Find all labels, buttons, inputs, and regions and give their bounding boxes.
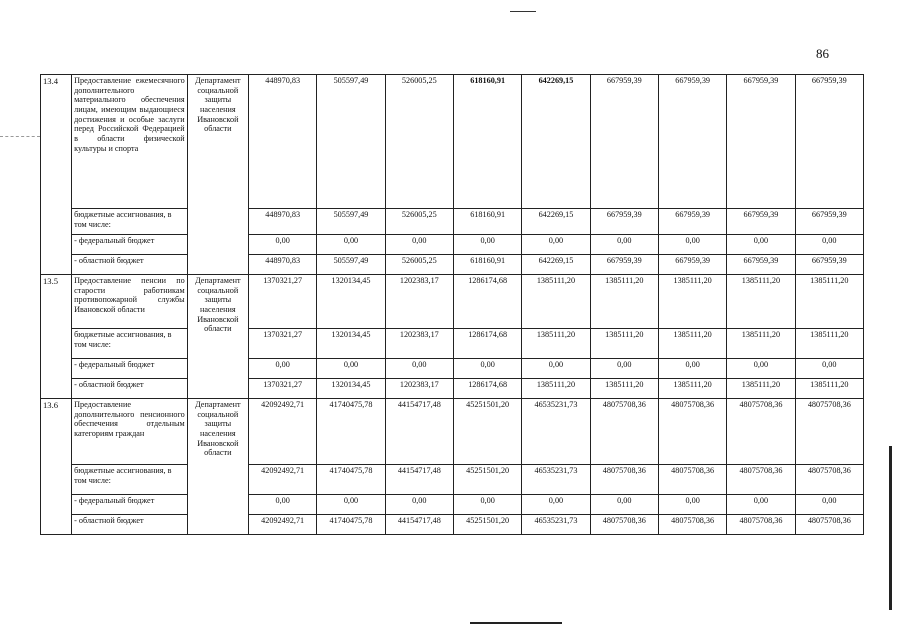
- table-row: [41, 515, 864, 535]
- table-row: [41, 465, 864, 495]
- table-row: [41, 379, 864, 399]
- regional-value-cell: 41740475,78: [317, 515, 385, 535]
- regional-value-cell: 1320134,45: [317, 379, 385, 399]
- federal-value-cell: 0,00: [590, 359, 658, 379]
- budget-value-cell: 1320134,45: [317, 329, 385, 359]
- total-value-cell: 667959,39: [795, 75, 863, 209]
- budget-value-cell: 1385111,20: [795, 329, 863, 359]
- budget-value-cell: 1385111,20: [727, 329, 795, 359]
- scan-artifact-right: [889, 446, 892, 610]
- budget-value-cell: 1385111,20: [522, 329, 590, 359]
- regional-label: - областной бюджет: [72, 379, 188, 399]
- table-row: [41, 495, 864, 515]
- regional-value-cell: 448970,83: [248, 255, 316, 275]
- total-value-cell: 1385111,20: [795, 275, 863, 329]
- total-value-cell: 667959,39: [658, 75, 726, 209]
- budget-value-cell: 45251501,20: [453, 465, 521, 495]
- total-value-cell: 41740475,78: [317, 399, 385, 465]
- total-value-cell: 1320134,45: [317, 275, 385, 329]
- federal-value-cell: 0,00: [248, 235, 316, 255]
- budget-label: бюджетные ассигнования, в том числе:: [72, 465, 188, 495]
- regional-value-cell: 618160,91: [453, 255, 521, 275]
- table-row: [41, 275, 864, 329]
- row-number: 13.4: [41, 75, 72, 275]
- regional-value-cell: 48075708,36: [658, 515, 726, 535]
- total-value-cell: 48075708,36: [795, 399, 863, 465]
- total-value-cell: 667959,39: [727, 75, 795, 209]
- regional-value-cell: 48075708,36: [727, 515, 795, 535]
- total-value-cell: 667959,39: [590, 75, 658, 209]
- table-row: [41, 235, 864, 255]
- regional-value-cell: 48075708,36: [795, 515, 863, 535]
- regional-value-cell: 44154717,48: [385, 515, 453, 535]
- federal-value-cell: 0,00: [658, 235, 726, 255]
- federal-value-cell: 0,00: [795, 235, 863, 255]
- total-value-cell: 42092492,71: [248, 399, 316, 465]
- scan-artifact-top: [510, 11, 536, 12]
- budget-value-cell: 44154717,48: [385, 465, 453, 495]
- federal-value-cell: 0,00: [248, 495, 316, 515]
- budget-value-cell: 48075708,36: [590, 465, 658, 495]
- total-value-cell: 1370321,27: [248, 275, 316, 329]
- federal-value-cell: 0,00: [317, 235, 385, 255]
- total-value-cell: 45251501,20: [453, 399, 521, 465]
- regional-value-cell: 1385111,20: [590, 379, 658, 399]
- table-row: [41, 209, 864, 235]
- regional-value-cell: 642269,15: [522, 255, 590, 275]
- total-value-cell: 618160,91: [453, 75, 521, 209]
- budget-table: [40, 74, 864, 535]
- event-name: Предоставление дополнительного пенсионного обеспечения отдельным категориям граждан: [72, 399, 188, 465]
- row-number: 13.5: [41, 275, 72, 399]
- budget-value-cell: 667959,39: [795, 209, 863, 235]
- regional-value-cell: 1385111,20: [658, 379, 726, 399]
- total-value-cell: 505597,49: [317, 75, 385, 209]
- federal-value-cell: 0,00: [590, 235, 658, 255]
- regional-value-cell: 1385111,20: [795, 379, 863, 399]
- federal-value-cell: 0,00: [385, 359, 453, 379]
- total-value-cell: 1385111,20: [522, 275, 590, 329]
- regional-value-cell: 1370321,27: [248, 379, 316, 399]
- federal-label: - федеральный бюджет: [72, 495, 188, 515]
- executor: Департамент социальной защиты населения Ивановской области: [187, 75, 248, 275]
- regional-value-cell: 667959,39: [658, 255, 726, 275]
- regional-value-cell: 667959,39: [795, 255, 863, 275]
- total-value-cell: 642269,15: [522, 75, 590, 209]
- total-value-cell: 48075708,36: [727, 399, 795, 465]
- budget-value-cell: 1385111,20: [658, 329, 726, 359]
- federal-label: - федеральный бюджет: [72, 359, 188, 379]
- table-row: [41, 75, 864, 209]
- table-row: [41, 359, 864, 379]
- budget-value-cell: 46535231,73: [522, 465, 590, 495]
- table-row: [41, 329, 864, 359]
- regional-value-cell: 1385111,20: [727, 379, 795, 399]
- federal-value-cell: 0,00: [795, 359, 863, 379]
- regional-value-cell: 1385111,20: [522, 379, 590, 399]
- federal-value-cell: 0,00: [795, 495, 863, 515]
- regional-value-cell: 1202383,17: [385, 379, 453, 399]
- scan-artifact-left: [0, 136, 40, 137]
- budget-value-cell: 1370321,27: [248, 329, 316, 359]
- total-value-cell: 48075708,36: [658, 399, 726, 465]
- budget-value-cell: 42092492,71: [248, 465, 316, 495]
- federal-value-cell: 0,00: [522, 235, 590, 255]
- regional-value-cell: 1286174,68: [453, 379, 521, 399]
- table-row: [41, 255, 864, 275]
- budget-value-cell: 667959,39: [590, 209, 658, 235]
- regional-value-cell: 42092492,71: [248, 515, 316, 535]
- federal-value-cell: 0,00: [658, 495, 726, 515]
- budget-value-cell: 48075708,36: [658, 465, 726, 495]
- row-number: 13.6: [41, 399, 72, 535]
- total-value-cell: 1202383,17: [385, 275, 453, 329]
- total-value-cell: 1385111,20: [727, 275, 795, 329]
- total-value-cell: 526005,25: [385, 75, 453, 209]
- executor: Департамент социальной защиты населения Ивановской области: [187, 399, 248, 535]
- regional-label: - областной бюджет: [72, 515, 188, 535]
- regional-value-cell: 46535231,73: [522, 515, 590, 535]
- federal-value-cell: 0,00: [522, 359, 590, 379]
- budget-value-cell: 48075708,36: [795, 465, 863, 495]
- total-value-cell: 44154717,48: [385, 399, 453, 465]
- total-value-cell: 1385111,20: [590, 275, 658, 329]
- federal-value-cell: 0,00: [590, 495, 658, 515]
- regional-value-cell: 667959,39: [727, 255, 795, 275]
- federal-value-cell: 0,00: [317, 359, 385, 379]
- page-number: 86: [816, 46, 829, 61]
- regional-value-cell: 526005,25: [385, 255, 453, 275]
- event-name: Предоставление пенсии по старости работникам противопожарной службы Ивановской области: [72, 275, 188, 329]
- regional-value-cell: 667959,39: [590, 255, 658, 275]
- regional-value-cell: 505597,49: [317, 255, 385, 275]
- scan-artifact-bottom: [470, 622, 562, 624]
- federal-value-cell: 0,00: [385, 495, 453, 515]
- budget-value-cell: 1385111,20: [590, 329, 658, 359]
- budget-value-cell: 505597,49: [317, 209, 385, 235]
- budget-label: бюджетные ассигнования, в том числе:: [72, 329, 188, 359]
- table-row: [41, 399, 864, 465]
- federal-value-cell: 0,00: [453, 495, 521, 515]
- total-value-cell: 448970,83: [248, 75, 316, 209]
- budget-value-cell: 642269,15: [522, 209, 590, 235]
- federal-value-cell: 0,00: [727, 495, 795, 515]
- budget-value-cell: 526005,25: [385, 209, 453, 235]
- federal-value-cell: 0,00: [317, 495, 385, 515]
- regional-value-cell: 45251501,20: [453, 515, 521, 535]
- budget-value-cell: 1286174,68: [453, 329, 521, 359]
- budget-value-cell: 448970,83: [248, 209, 316, 235]
- federal-value-cell: 0,00: [453, 359, 521, 379]
- federal-value-cell: 0,00: [385, 235, 453, 255]
- federal-value-cell: 0,00: [727, 359, 795, 379]
- regional-value-cell: 48075708,36: [590, 515, 658, 535]
- event-name: Предоставление ежемесячного дополнительного материального обеспечения лицам, имеющим выдающиеся достижения и особые заслуги перед Российской Федерацией в области физической культуры и спорта: [72, 75, 188, 209]
- regional-label: - областной бюджет: [72, 255, 188, 275]
- budget-label: бюджетные ассигнования, в том числе:: [72, 209, 188, 235]
- federal-value-cell: 0,00: [727, 235, 795, 255]
- federal-label: - федеральный бюджет: [72, 235, 188, 255]
- budget-value-cell: 48075708,36: [727, 465, 795, 495]
- budget-value-cell: 667959,39: [658, 209, 726, 235]
- budget-value-cell: 618160,91: [453, 209, 521, 235]
- total-value-cell: 1286174,68: [453, 275, 521, 329]
- executor: Департамент социальной защиты населения Ивановской области: [187, 275, 248, 399]
- total-value-cell: 1385111,20: [658, 275, 726, 329]
- budget-value-cell: 667959,39: [727, 209, 795, 235]
- federal-value-cell: 0,00: [658, 359, 726, 379]
- budget-value-cell: 41740475,78: [317, 465, 385, 495]
- total-value-cell: 46535231,73: [522, 399, 590, 465]
- federal-value-cell: 0,00: [522, 495, 590, 515]
- federal-value-cell: 0,00: [248, 359, 316, 379]
- budget-value-cell: 1202383,17: [385, 329, 453, 359]
- total-value-cell: 48075708,36: [590, 399, 658, 465]
- federal-value-cell: 0,00: [453, 235, 521, 255]
